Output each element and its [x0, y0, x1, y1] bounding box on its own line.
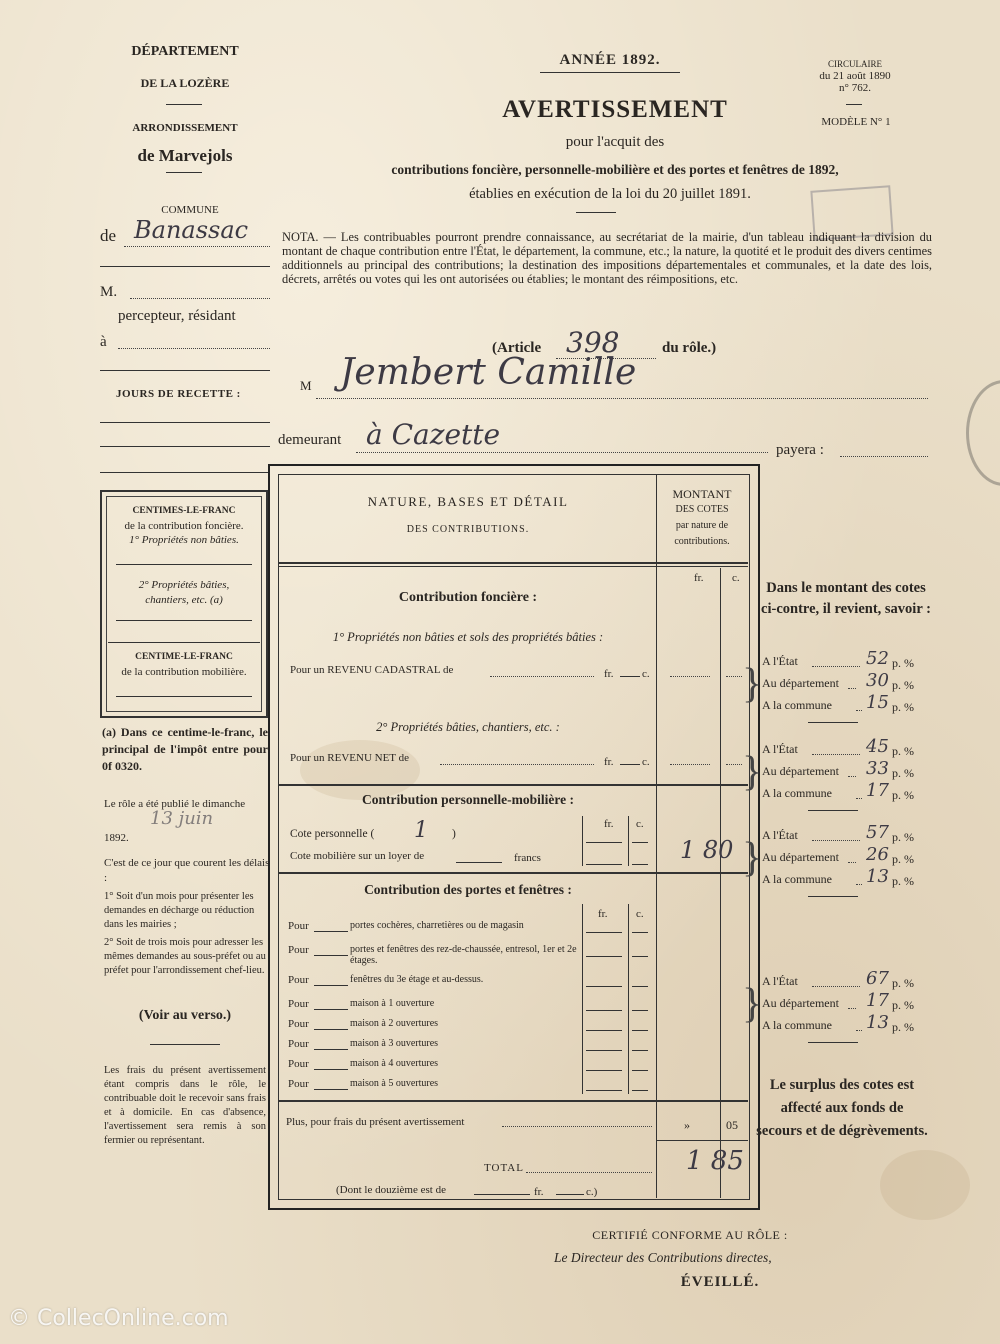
share-label: A l'État	[762, 974, 798, 988]
c-label: c.	[636, 908, 644, 920]
share-pct: p. %	[892, 830, 914, 844]
share-dots	[848, 776, 856, 777]
share-label: A la commune	[762, 1018, 832, 1032]
cote-perso-close: )	[452, 828, 456, 840]
box-sub-1: de la contribution foncière.	[124, 520, 244, 532]
brace: }	[742, 661, 763, 707]
nota: NOTA. — Les contribuables pourront prendre connaissance, au secrétariat de la mairie, d'un tableau indiquant la division du montant de chaque contribution entre l'État, le département, la commune, etc.; la nature, la quotité et le produit des divers centimes additionnels au principal des contributions; la destination des impositions départementales et communales, et la date des lois, décrets, arrêtés ou votes qui les ont autorisées ou établies; le montant des réimpositions, etc.	[282, 230, 932, 286]
role-label: du rôle.)	[662, 340, 717, 356]
share-value: 17	[866, 990, 889, 1011]
brace: }	[742, 835, 763, 881]
frais-c: 05	[726, 1118, 738, 1132]
baties: 2° Propriétés bâties, chantiers, etc. :	[376, 720, 560, 734]
rule	[100, 472, 270, 473]
certifie: CERTIFIÉ CONFORME AU RÔLE :	[592, 1228, 788, 1242]
box-title-1: CENTIMES-LE-FRANC	[132, 506, 236, 516]
row-line	[632, 1050, 648, 1051]
portes-row-label: fenêtres du 3e étage et au-dessus.	[350, 974, 484, 985]
share-label: A l'État	[762, 654, 798, 668]
note-a: (a) Dans ce centime-le-franc, le principal de l'impôt entre pour 0f 0320.	[102, 725, 268, 773]
row-line	[632, 956, 648, 957]
share-dots	[856, 798, 862, 799]
share-dots	[856, 710, 862, 711]
box-title-2: CENTIME-LE-FRANC	[135, 652, 233, 662]
total-label: TOTAL	[484, 1162, 524, 1174]
portes-row-label: portes et fenêtres des rez-de-chaussée, entresol, 1er et 2e étages.	[350, 944, 577, 966]
share-value: 13	[866, 866, 889, 887]
row-line	[314, 1089, 348, 1090]
share-dots	[812, 666, 860, 667]
circulaire	[800, 58, 910, 94]
row-line	[632, 1090, 648, 1091]
share-value: 45	[866, 736, 889, 757]
departement: DÉPARTEMENT	[131, 44, 239, 59]
head-right-1: MONTANT	[672, 487, 732, 501]
col-c: c.	[732, 572, 740, 584]
share-label: A la commune	[762, 786, 832, 800]
fonciere-title: Contribution foncière :	[398, 590, 538, 605]
c-label: c.	[642, 668, 650, 680]
share-dots	[856, 884, 862, 885]
row-line	[586, 1030, 622, 1031]
c-label: c.	[642, 756, 650, 768]
etablies-line: établies en exécution de la loi du 20 juillet 1891.	[469, 186, 751, 202]
share-pct: p. %	[892, 656, 914, 670]
centimes-box	[100, 490, 268, 718]
share-value: 57	[866, 822, 889, 843]
share-dots	[848, 862, 856, 863]
row-line	[314, 1009, 348, 1010]
share-pct: p. %	[892, 874, 914, 888]
role-hand: 13 juin	[150, 808, 214, 829]
percepteur: percepteur, résidant	[118, 308, 236, 324]
head-right-4: contributions.	[674, 536, 730, 547]
rule	[100, 422, 270, 423]
row-line	[632, 986, 648, 987]
arrondissement: ARRONDISSEMENT	[132, 122, 238, 134]
circ-1: CIRCULAIRE	[828, 59, 882, 69]
francs: francs	[514, 852, 541, 864]
annee: ANNÉE 1892.	[559, 52, 661, 68]
circ-3: n° 762.	[839, 82, 871, 94]
portes-row-pour: Pour	[288, 1018, 309, 1030]
group-rule	[808, 896, 858, 897]
portes-row-pour: Pour	[288, 1058, 309, 1070]
right-intro: Dans le montant des cotes ci-contre, il revient, savoir :	[761, 580, 931, 617]
portes-row-label: maison à 4 ouvertures	[350, 1058, 439, 1069]
share-label: Au département	[762, 850, 839, 864]
share-label: A l'État	[762, 828, 798, 842]
share-dots	[848, 688, 856, 689]
share-label: A la commune	[762, 872, 832, 886]
group-rule	[808, 722, 858, 723]
share-label: Au département	[762, 764, 839, 778]
share-pct: p. %	[892, 766, 914, 780]
douzieme: (Dont le douzième est de	[336, 1184, 446, 1196]
lozere: DE LA LOZÈRE	[140, 76, 230, 90]
taxpayer-name: Jembert Camille	[340, 352, 637, 393]
share-label: Au département	[762, 996, 839, 1010]
address: à Cazette	[366, 418, 501, 451]
group-rule	[808, 1042, 858, 1043]
row-line	[314, 1069, 348, 1070]
share-dots	[812, 840, 860, 841]
row-line	[632, 1030, 648, 1031]
demeurant: demeurant	[278, 432, 342, 448]
perso-title: Contribution personnelle-mobilière :	[362, 792, 574, 807]
rule	[100, 370, 270, 371]
title: AVERTISSEMENT	[502, 96, 728, 123]
portes-row-label: portes cochères, charretières ou de magasin	[350, 920, 524, 931]
row-line	[314, 985, 348, 986]
frais-fr: »	[684, 1118, 690, 1132]
head-right-3: par nature de	[675, 520, 729, 531]
row-line	[314, 931, 348, 932]
row-line	[314, 1029, 348, 1030]
article-value: 398	[566, 326, 620, 359]
share-dots	[812, 754, 860, 755]
row-line	[586, 956, 622, 957]
delai-1: 1° Soit d'un mois pour présenter les demandes en décharge ou réduction dans les mairies ;	[104, 891, 255, 930]
modele: MODÈLE N° 1	[821, 116, 891, 128]
brace: }	[742, 981, 763, 1027]
share-pct: p. %	[892, 1020, 914, 1034]
row-line	[632, 932, 648, 933]
share-pct: p. %	[892, 852, 914, 866]
row-line	[586, 1050, 622, 1051]
share-value: 26	[866, 844, 889, 865]
c-label: c.	[636, 818, 644, 830]
rule	[100, 446, 270, 447]
share-label: A la commune	[762, 698, 832, 712]
portes-row-label: maison à 3 ouvertures	[350, 1038, 439, 1049]
share-label: Au département	[762, 676, 839, 690]
delai-2: 2° Soit de trois mois pour adresser les mêmes demandes au sous-préfet ou au préfet pour l'arrondissement chef-lieu.	[104, 937, 266, 976]
row-line	[632, 1010, 648, 1011]
watermark: © CollecOnline.com	[8, 1306, 229, 1331]
voir-au-verso: (Voir au verso.)	[138, 1008, 232, 1023]
row-line	[586, 1070, 622, 1071]
portes-row-pour: Pour	[288, 1078, 309, 1090]
share-value: 17	[866, 780, 889, 801]
m-label: M.	[100, 284, 118, 300]
portes-title: Contribution des portes et fenêtres :	[364, 882, 572, 897]
share-pct: p. %	[892, 788, 914, 802]
a-line	[118, 348, 270, 349]
row-line	[586, 1090, 622, 1091]
surplus: Le surplus des cotes est affecté aux fonds de secours et de dégrèvements.	[756, 1077, 928, 1139]
revenu-cadastral: Pour un REVENU CADASTRAL de	[290, 664, 454, 676]
pour-l-acquit: pour l'acquit des	[565, 134, 665, 150]
portes-row-label: maison à 2 ouvertures	[350, 1018, 439, 1029]
jours-de-recette: JOURS DE RECETTE :	[116, 388, 241, 400]
share-dots	[856, 1030, 862, 1031]
role-year: 1892.	[104, 832, 129, 844]
portes-row-label: maison à 1 ouverture	[350, 998, 435, 1009]
brace: }	[742, 749, 763, 795]
head-left-1: NATURE, BASES ET DÉTAIL	[367, 494, 569, 509]
cote-perso: Cote personnelle (	[290, 828, 375, 840]
a-label: à	[100, 334, 107, 350]
stain	[880, 1150, 970, 1220]
box-item-2: 2° Propriétés bâties, chantiers, etc. (a)	[138, 579, 230, 606]
box-item-1: 1° Propriétés non bâties.	[129, 534, 239, 546]
share-dots	[848, 1008, 856, 1009]
divider	[166, 104, 202, 105]
row-line	[586, 1010, 622, 1011]
douzieme-fr: fr.	[534, 1186, 544, 1198]
row-line	[632, 1070, 648, 1071]
share-value: 67	[866, 968, 889, 989]
directeur: Le Directeur des Contributions directes,	[554, 1250, 772, 1265]
fr-label: fr.	[604, 756, 614, 768]
article-label: (Article	[492, 340, 542, 356]
marvejols: de Marvejols	[137, 146, 233, 165]
divider	[166, 172, 202, 173]
role-text: Le rôle a été publié le dimanche	[104, 798, 246, 810]
share-value: 13	[866, 1012, 889, 1033]
rule	[100, 266, 270, 267]
postmark-stamp	[966, 380, 1000, 486]
share-value: 30	[866, 670, 889, 691]
total-amount: 1 85	[686, 1146, 744, 1176]
eveille: ÉVEILLÉ.	[680, 1274, 760, 1290]
douzieme-c: c.)	[586, 1186, 598, 1198]
portes-row-pour: Pour	[288, 920, 309, 932]
share-pct: p. %	[892, 700, 914, 714]
cote-perso-value: 1	[414, 818, 428, 843]
head-left-2: DES CONTRIBUTIONS.	[406, 524, 530, 535]
delais-intro: C'est de ce jour que courent les délais :	[104, 857, 270, 884]
fr-label: fr.	[604, 818, 614, 830]
portes-row-label: maison à 5 ouvertures	[350, 1078, 439, 1089]
frais-label: Plus, pour frais du présent avertissement	[286, 1116, 465, 1128]
portes-row-pour: Pour	[288, 944, 309, 956]
row-line	[586, 932, 622, 933]
portes-row-pour: Pour	[288, 974, 309, 986]
circ-2: du 21 août 1890	[819, 70, 891, 82]
share-label: A l'État	[762, 742, 798, 756]
row-line	[586, 986, 622, 987]
nonbaties: 1° Propriétés non bâties et sols des propriétés bâties :	[332, 630, 604, 644]
m-label-2: M	[300, 378, 312, 393]
fr-label: fr.	[598, 908, 608, 920]
commune-line	[124, 246, 270, 247]
fr-label: fr.	[604, 668, 614, 680]
share-pct: p. %	[892, 678, 914, 692]
share-pct: p. %	[892, 744, 914, 758]
share-pct: p. %	[892, 998, 914, 1012]
group-rule	[808, 810, 858, 811]
box-sub-2: de la contribution mobilière.	[121, 666, 247, 678]
share-value: 52	[866, 648, 889, 669]
row-line	[314, 1049, 348, 1050]
head-right	[656, 486, 748, 550]
col-fr: fr.	[694, 572, 704, 584]
m-line	[130, 298, 270, 299]
perso-amount: 1 80	[680, 836, 734, 864]
row-line	[314, 955, 348, 956]
frais-note: Les frais du présent avertissement étant compris dans le rôle, le contribuable doit le recevoir sans frais et à domicile. En cas d'absence, l'avertissement sera remis à son fermier ou représentant.	[104, 1065, 266, 1146]
portes-row-pour: Pour	[288, 1038, 309, 1050]
share-dots	[812, 986, 860, 987]
payera: payera :	[776, 442, 824, 458]
commune-value: Banassac	[134, 216, 249, 244]
portes-row-pour: Pour	[288, 998, 309, 1010]
head-right-2: DES COTES	[675, 504, 729, 515]
contributions-line: contributions foncière, personnelle-mobilière et des portes et fenêtres de 1892,	[391, 162, 839, 177]
commune-prefix: de	[100, 226, 117, 245]
revenu-net: Pour un REVENU NET de	[290, 752, 409, 764]
commune-label: COMMUNE	[161, 204, 219, 216]
share-pct: p. %	[892, 976, 914, 990]
cote-mob: Cote mobilière sur un loyer de	[290, 850, 425, 862]
share-value: 33	[866, 758, 889, 779]
share-value: 15	[866, 692, 889, 713]
